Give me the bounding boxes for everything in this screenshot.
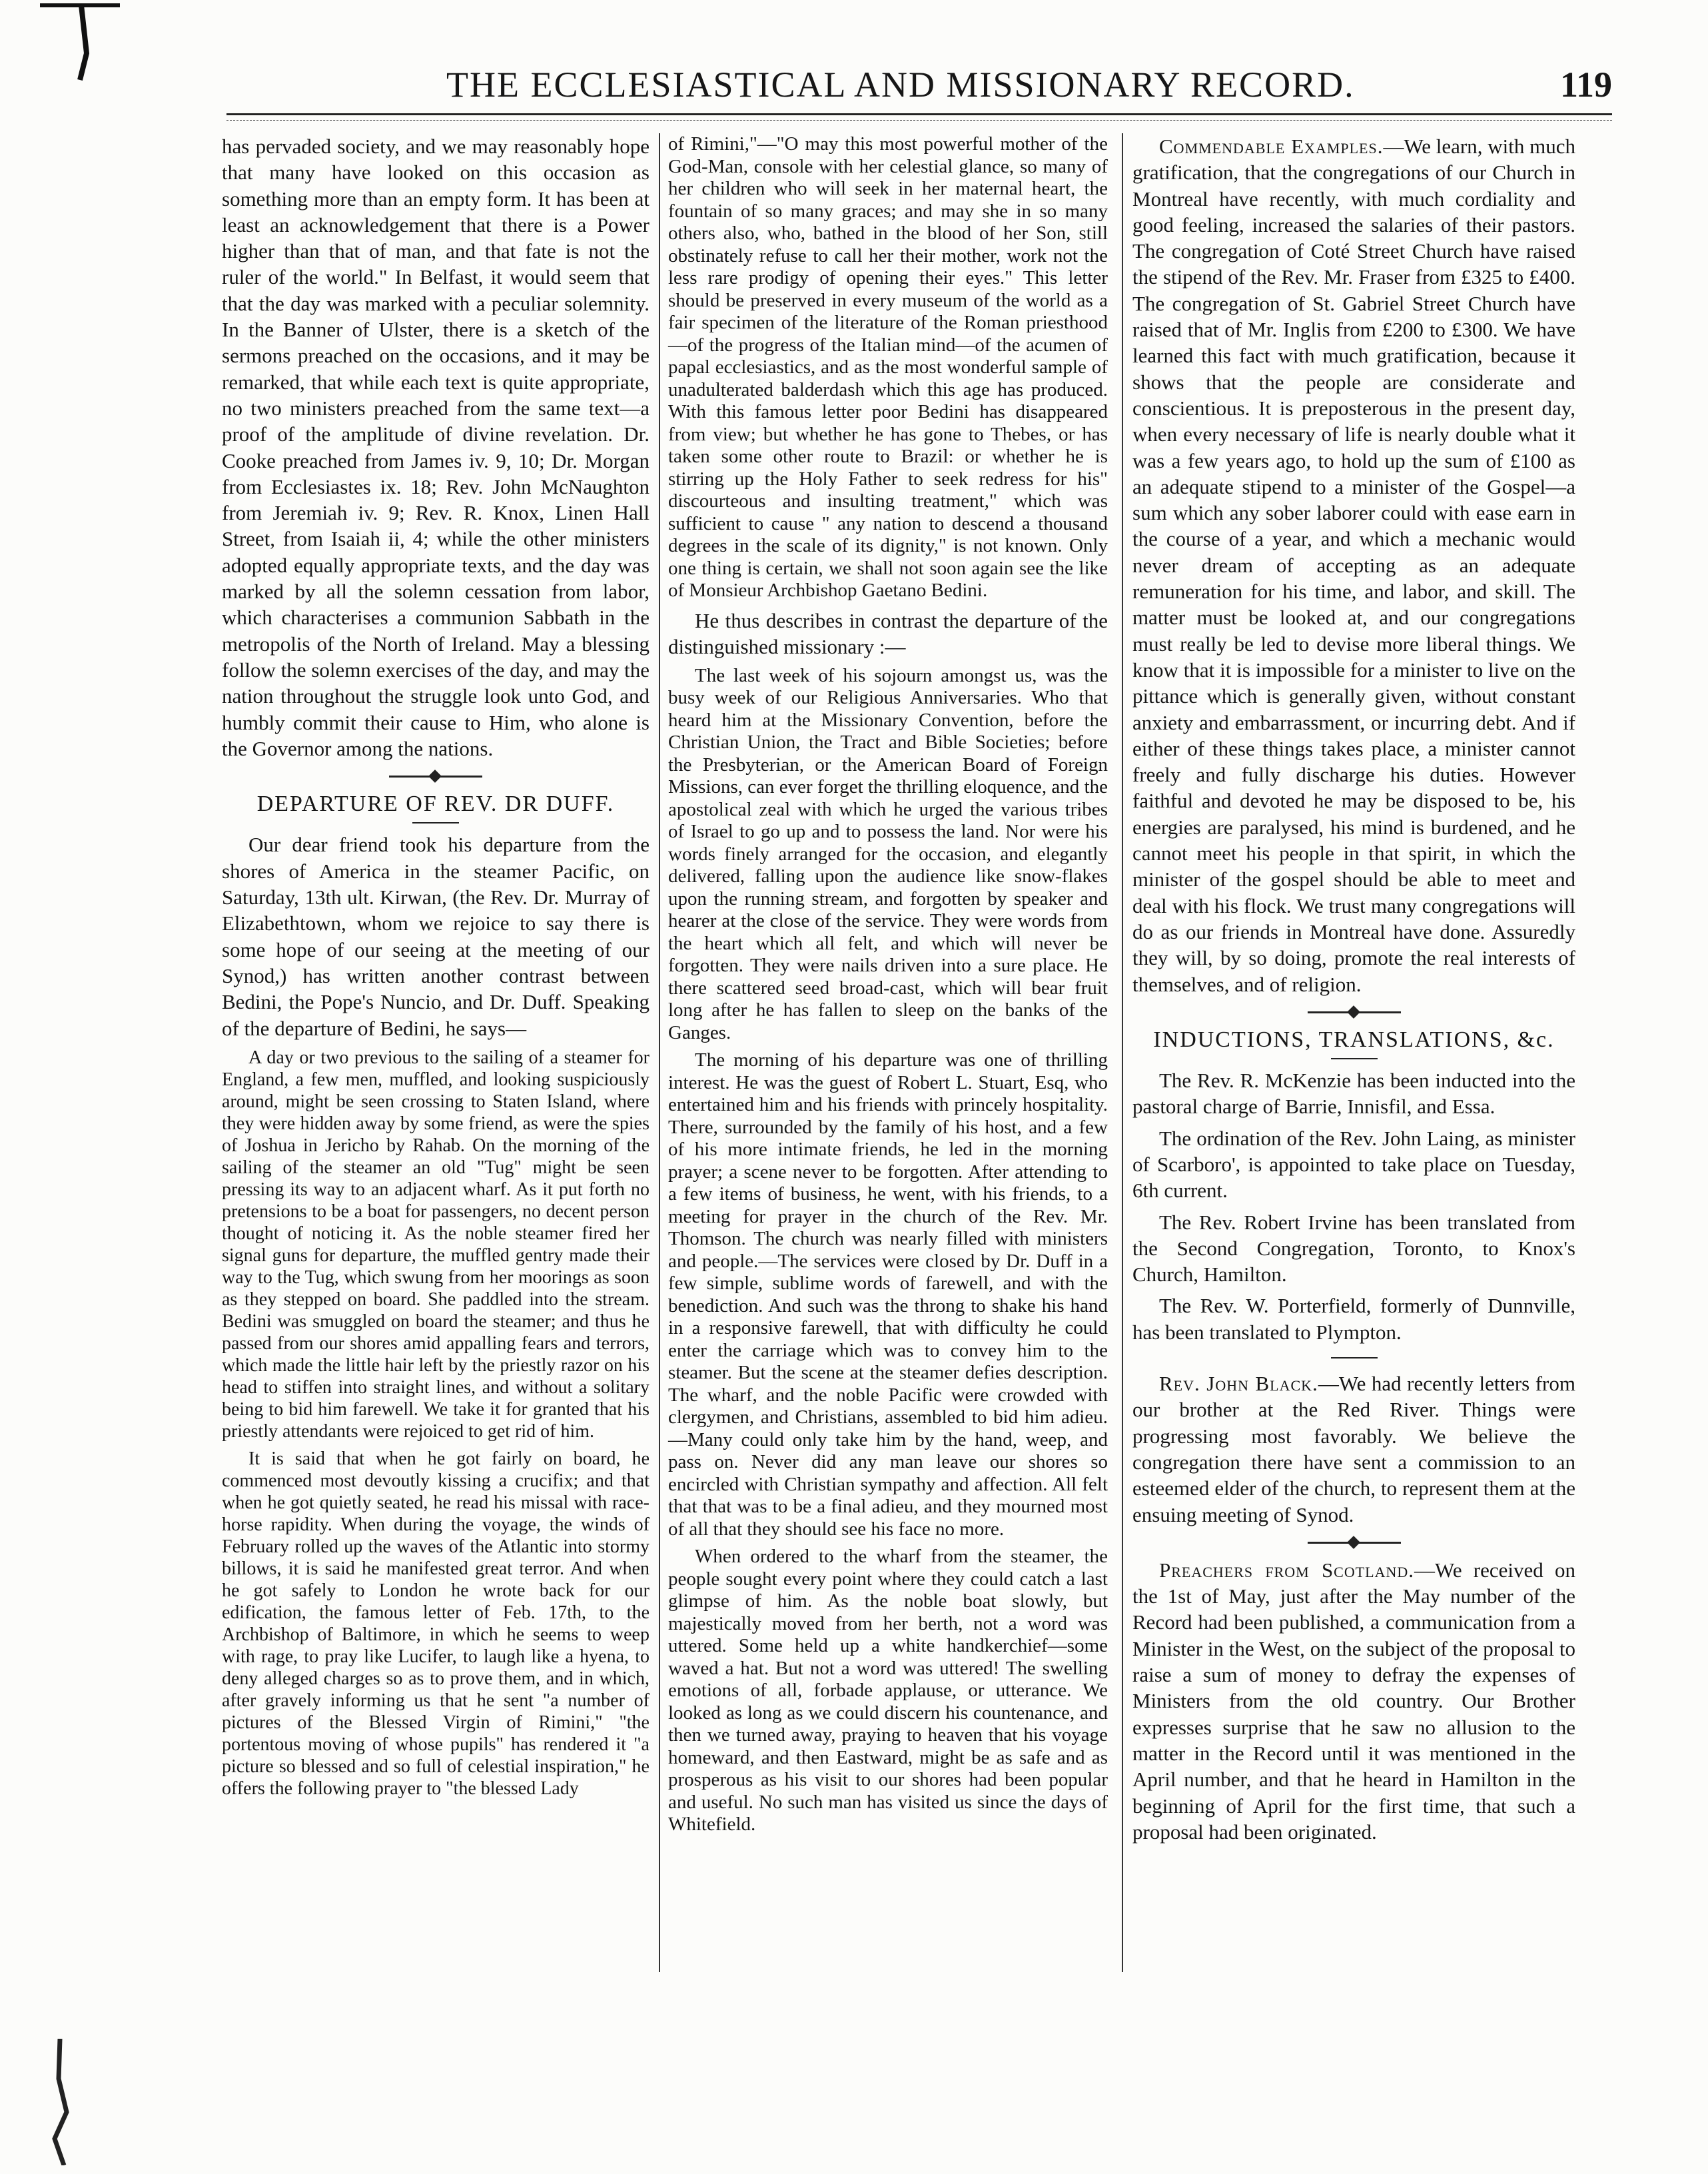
run-in-heading: Preachers from Scotland. — [1159, 1558, 1415, 1582]
paragraph: of Rimini,"—"O may this most powerful mother of the God-Man, console with her celestial glance, so many of her children who will seek in her maternal heart, the fountain of so many graces; and may she in so many others also, who, bathed in the blood of her Son, still obstinately refuse to call her their mother, work not the less rare prodigy of opening their eyes." This letter should be preserved in every museum of the world as a fair specimen of the literature of the Roman priesthood—of the progress of the Italian mind—of the acumen of papal ecclesiastics, and as the most wonderful sample of unadulterated balderdash which this age has produced. With this famous letter poor Bedini has disappeared from view; but whether he has gone to Thebes, or has taken some other route to Brazil: or whether he is stirring up the Holy Father to seek redress for his" discourteous and insulting treatment," which was sufficient to cause " any nation to descend a thousand degrees in the scale of its dignity," is not known. Only one thing is certain, we shall not soon again see the like of Monsieur Archbishop Gaetano Bedini. — [668, 133, 1108, 601]
run-in-heading: Rev. John Black. — [1159, 1372, 1318, 1396]
section-divider — [1308, 1537, 1401, 1548]
paragraph: Our dear friend took his departure from the shores of America in the steamer Pacific, on Saturday, 13th ult. Kirwan, (the Rev. Dr. Murray of Elizabethtown, whom we rejoice to say there is some hope of our seeing at the meeting of our Synod,) has written another contrast between Bedini, the Pope's Nuncio, and Dr. Duff. Speaking of the departure of Bedini, he says— — [222, 833, 649, 1040]
section-divider — [389, 771, 482, 782]
column-1 — [222, 133, 649, 1805]
paragraph: The last week of his sojourn amongst us, was the busy week of our Religious Anniversaries. Who that heard him at the Missionary Convention, before the Christian Union, the Tract and Bible Societies; before the Presbyterian, or the American Board of Foreign Missions, can ever forget the thrilling eloquence, and the apostolical zeal with which he urged the various tribes of Israel to go up and to possess the land. Nor were his words finely arranged for the occasion, and elegantly delivered, falling upon the audience like snow-flakes upon the running stream, and forgotten by speaker and hearer at the close of the service. They were words from the heart which all felt, and which will never be forgotten. They were nails driven into a sure place. He there scattered seed broad-cast, which will bear fruit long after he has fallen to sleep on the banks of the Ganges. — [668, 664, 1108, 1043]
paragraph: It is said that when he got fairly on board, he commenced most devoutly kissing a crucifix; and that when he got quietly seated, he read his missal with race-horse rapidity. When during the voyage, the winds of February rolled up the waves of the Atlantic into stormy billows, it is said he manifested great terror. And when he got safely to London he wrote back for our edification, the famous letter of Feb. 17th, to the Archbishop of Baltimore, in which he seems to weep with rage, to pray like Lucifer, to laugh like a hyena, to deny alleged charges so as to prove them, and in which, after gravely informing us that he sent "a number of pictures of the Blessed Virgin of Rimini," "the portentous moving of whose pupils" has rendered it "a picture so blessed and so full of celestial inspiration," he offers the following prayer to "the blessed Lady — [222, 1448, 649, 1799]
short-rule — [1331, 1058, 1378, 1059]
paragraph: A day or two previous to the sailing of a steamer for England, a few men, muffled, and looking suspiciously around, might be seen crossing to Staten Island, where they were hidden away by some friend, as were the spies of Joshua in Jericho by Rahab. On the morning of the sailing of the steamer an old "Tug" might be seen pressing its way to an adjacent wharf. As it put forth no pretensions to be a boat for passengers, no decent person thought of noticing it. As the noble steamer fired her signal guns for departure, the muffled gentry made their way to the Tug, which swung from her moorings as soon as they stepped on board. She paddled into the stream. Bedini was smuggled on board the steamer; and thus he passed from our shores amid appalling fears and terrors, which made the little hair left by the priestly razor on his head to stiffen into straight lines, and without a solitary being to bid him farewell. We take it for granted that his priestly attendants were rejoiced to get rid of him. — [222, 1047, 649, 1442]
column-2 — [668, 133, 1108, 1842]
paragraph: The Rev. W. Porterfield, formerly of Dunnville, has been translated to Plympton. — [1132, 1294, 1575, 1344]
running-header — [220, 64, 1612, 111]
column-3 — [1132, 133, 1575, 1850]
paragraph: The Rev. R. McKenzie has been inducted into the pastoral charge of Barrie, Innisfil, and Essa. — [1132, 1069, 1575, 1119]
paragraph: Preachers from Scotland.—We received on the 1st of May, just after the May number of the Record had been published, a communication from a Minister in the West, on the subject of the proposal to raise a sum of money to defray the expenses of Ministers from the old country. Our Brother expresses surprise that he saw no allusion to the matter in the Record until it was mentioned in the April number, and that he heard in Hamilton in the beginning of April for the first time, that such a proposal had been originated. — [1132, 1558, 1575, 1844]
section-heading: INDUCTIONS, TRANSLATIONS, &c. — [1153, 1027, 1555, 1052]
column-divider-2 — [1122, 133, 1123, 1972]
page-number: 119 — [1559, 65, 1612, 105]
publication-title: THE ECCLESIASTICAL AND MISSIONARY RECORD. — [446, 65, 1355, 105]
short-rule — [1331, 1357, 1378, 1359]
header-rule-dashed — [226, 120, 1612, 121]
section-heading: DEPARTURE OF REV. DR DUFF. — [256, 792, 615, 817]
paragraph: The morning of his departure was one of thrilling interest. He was the guest of Robert L. Stuart, Esq, who entertained him and his friends with princely hospitality. There, surrounded by the family of his host, and a few of his more intimate friends, he led in the morning prayer; a scene never to be forgotten. After attending to a few items of business, he went, with his friends, to a meeting for prayer in the church of the Rev. Mr. Thomson. The church was nearly filled with ministers and people.—The services were closed by Dr. Duff in a few simple, sublime words of farewell, and with the benediction. And such was the throng to shake his hand in a responsive farewell, that with difficulty he could enter the carriage which was to convey him to the steamer. But the scene at the steamer defies description. The wharf, and the noble Pacific were crowded with clergymen, and Christians, assembled to bid him adieu.—Many could only take him by the hand, weep, and pass on. Never did any man leave our shores so encircled with Christian sympathy and affection. All felt that that was to be a final adieu, and they mourned most of all that they should see his face no more. — [668, 1049, 1108, 1540]
column-divider-1 — [659, 133, 660, 1972]
paragraph: The ordination of the Rev. John Laing, as minister of Scarboro', is appointed to take place on Tuesday, 6th current. — [1132, 1126, 1575, 1203]
section-divider — [1308, 1007, 1401, 1017]
header-rule — [226, 113, 1612, 115]
paragraph: When ordered to the wharf from the steamer, the people sought every point where they could catch a last glimpse of him. As the noble boat slowly, but majestically moved from her berth, not a word was uttered. Some held up a white handkerchief—some waved a hat. But not a word was uttered! The swelling emotions of all, forbade applause, or utterance. We looked as long as we could discern his countenance, and then we turned away, praying to heaven that his voyage homeward, and then Eastward, might be as safe and as prosperous as his visit to our shores had been popular and useful. No such man has visited us since the days of Whitefield. — [668, 1546, 1108, 1835]
paragraph: Rev. John Black.—We had recently letters from our brother at the Red River. Things were progressing most favorably. We believe the congregation there have sent a commission to an esteemed elder of the church, to represent them at the ensuing meeting of Synod. — [1132, 1372, 1575, 1526]
paragraph: He thus describes in contrast the departure of the distinguished missionary :— — [668, 608, 1108, 658]
paragraph: The Rev. Robert Irvine has been translated from the Second Congregation, Toronto, to Knox's Church, Hamilton. — [1132, 1210, 1575, 1287]
run-in-heading: Commendable Examples. — [1159, 135, 1384, 158]
binding-mark-bottom — [40, 2039, 80, 2165]
paragraph: Commendable Examples.—We learn, with much gratification, that the congregations of our Church in Montreal have recently, with much cordiality and good feeling, increased the salaries of their pastors. The congregation of Coté Street Church have raised the stipend of the Rev. Mr. Fraser from £325 to £400. The congregation of St. Gabriel Street Church have raised that of Mr. Inglis from £200 to £300. We have learned this fact with much gratification, because it shows that the people are considerate and conscientious. It is preposterous in the present day, when every necessary of life is nearly double what it was a few years ago, to hold up the sum of £100 as an adequate stipend to a minister of the Gospel—a sum which any sober laborer could with ease earn in the course of a year, and which a mechanic would never dream of accepting as an adequate remuneration for his time, and labor, and skill. The matter must be looked at, and our congregations must really be led to devise more liberal things. We know that it is impossible for a minister to live on the pittance which is generally given, without constant anxiety and embarrassment, or incurring debt. And if either of these things takes place, a minister cannot freely and fully discharge his duties. However faithful and devoted he may be disposed to be, his energies are paralysed, his mind is burdened, and he cannot meet his people in that spirit, in which the minister of the gospel should be able to meet and deal with his flock. We trust many congregations will do as our friends in Montreal have done. Assuredly they will, by so doing, promote the real interests of themselves, and of religion. — [1132, 135, 1575, 996]
binding-mark-top — [40, 0, 120, 87]
paragraph: has pervaded society, and we may reasonably hope that many have looked on this occasion as something more than an empty form. It has been at least an acknowledgement that there is a Power higher than that of man, and that fate is not the ruler of the world." In Belfast, it would seem that that the day was marked with a peculiar solemnity. In the Banner of Ulster, there is a sketch of the sermons preached on the occasions, and it may be remarked, that while each text is quite appropriate, no two ministers preached from the same text—a proof of the amplitude of divine revelation. Dr. Cooke preached from James iv. 9, 10; Dr. Morgan from Ecclesiastes ix. 18; Rev. John McNaughton from Jeremiah iv. 9; Rev. R. Knox, Linen Hall Street, from Isaiah ii, 4; while the other ministers adopted equally appropriate texts, and the day was marked by all the solemn cessation from labor, which characterises a communion Sabbath in the metropolis of the North of Ireland. May a blessing follow the solemn exercises of the day, and may the nation throughout the struggle look unto God, and humbly commit their cause to Him, who alone is the Governor among the nations. — [222, 135, 649, 760]
short-rule — [412, 822, 459, 823]
